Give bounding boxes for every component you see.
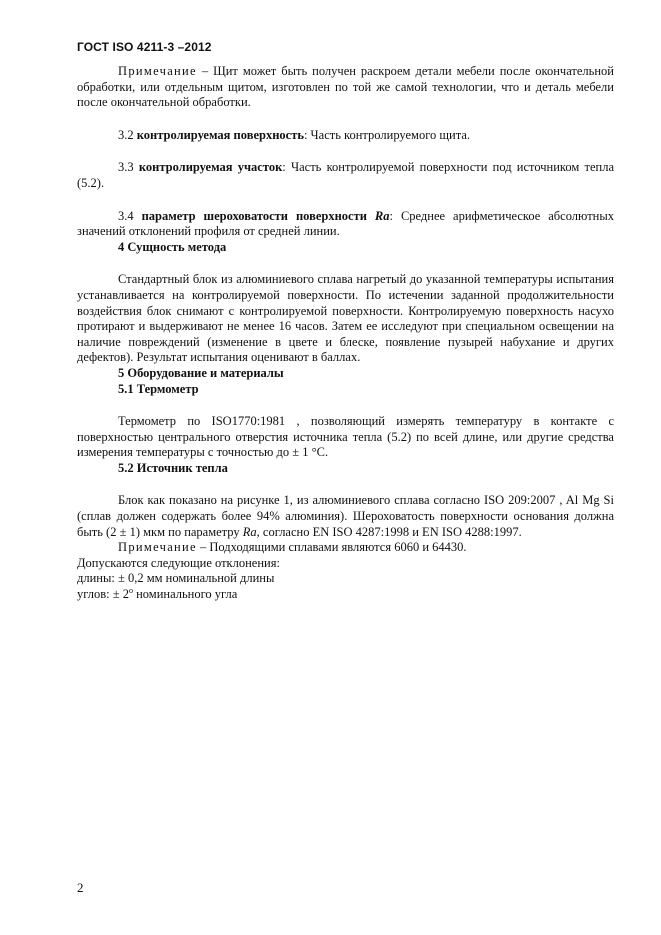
definition-3-4: [77, 209, 614, 240]
note-paragraph: [77, 540, 614, 556]
section-heading-5-1: 5.1 Термометр: [118, 381, 199, 396]
deviation-angle: [77, 587, 614, 603]
definition-text: : Часть контролируемой поверхности под источником тепла (5.2).: [77, 160, 615, 190]
note-paragraph: [77, 64, 614, 111]
deviation-length: длины: ± 0,2 мм номинальной длины: [77, 571, 275, 586]
deviation-angle-text: углов: ± 2: [77, 587, 129, 602]
page-number: 2: [77, 880, 84, 895]
definition-number: 3.4: [118, 208, 142, 223]
definition-number: 3.2: [118, 127, 137, 142]
section-5-2-text: Блок как показано на рисунке 1, из алюминиевого сплава согласно ISO 209:2007 , Al Mg Si (сплав должен содержать более 94% алюминия). Шероховатость поверхности основания должна быть (2 ± 1) мкм по параметру: [77, 493, 614, 539]
degree-mark: о: [128, 585, 133, 595]
note-text: – Щит может быть получен раскроем детали мебели после окончательной обработки, или отдельным щитом, изготовлен по той же самой технологии, что и деталь мебели после окончательной обработки.: [77, 64, 614, 110]
definition-3-2: [77, 128, 614, 144]
definition-number: 3.3: [118, 160, 139, 175]
section-4-paragraph: Стандартный блок из алюминиевого сплава нагретый до указанной температуры испытания устанавливается на контролируемой поверхности. По истечении заданной продолжительности воздействия блок снимают с контролируемой поверхности. Контролируемую поверхность насухо протирают и выдерживают не менее 16 часов. Затем ее исследуют при специальном освещении на наличие повреждений (изменение в цвете и блеске, появление пузырей набухание и других дефектов). Результат испытания оценивают в баллах.: [77, 272, 614, 365]
definition-3-3: [77, 160, 614, 191]
note-label: Примечание: [118, 64, 197, 78]
deviation-angle-suffix: номинального угла: [132, 587, 238, 602]
definition-term: параметр шероховатости поверхности: [141, 208, 375, 223]
section-heading-5-2: 5.2 Источник тепла: [118, 460, 228, 475]
section-5-2-paragraph: [77, 493, 614, 540]
note-text: – Подходящими сплавами являются 6060 и 64430.: [196, 540, 467, 555]
definition-symbol: Ra: [374, 208, 390, 223]
definition-term: контролируемая поверхность: [136, 127, 304, 142]
section-heading-5: 5 Оборудование и материалы: [118, 365, 284, 380]
document-header: ГОСТ ISO 4211-3 –2012: [77, 40, 212, 54]
section-5-1-paragraph: Термометр по ISO1770:1981 , позволяющий измерять температуру в контакте с поверхностью центрального отверстия источника тепла (5.2) по всей длине, или другие средства измерения температуры с точностью до ± 1 °С.: [77, 414, 614, 460]
note-label: Примечание: [118, 540, 197, 555]
definition-text: : Часть контролируемого щита.: [303, 127, 470, 142]
section-5-2-text-end: , согласно EN ISO 4287:1998 и EN ISO 4288:1997.: [256, 524, 522, 539]
definition-term: контролируемая участок: [138, 160, 283, 175]
deviations-intro: Допускаются следующие отклонения:: [77, 555, 280, 570]
definition-text: : Среднее арифметическое абсолютных значений отклонений профиля от средней линии.: [77, 208, 615, 239]
roughness-symbol: Ra: [242, 524, 257, 539]
document-body: [77, 64, 614, 603]
section-heading-4: 4 Сущность метода: [118, 239, 227, 254]
